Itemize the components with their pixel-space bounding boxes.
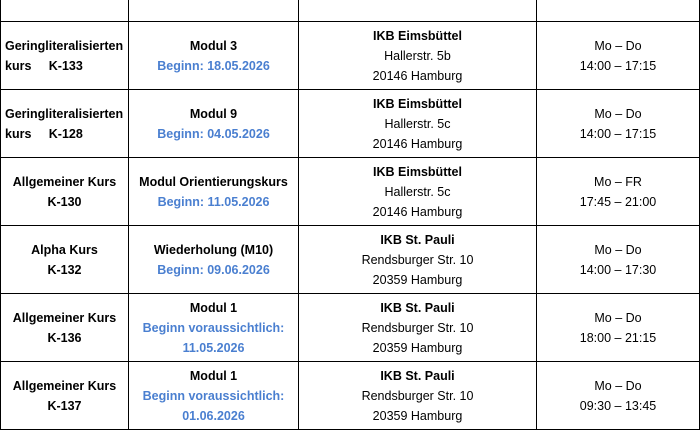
table-row xyxy=(1,90,700,158)
ort-cell xyxy=(299,226,537,294)
beginn-date: Beginn: 18.05.2026 xyxy=(157,58,270,73)
zeit-cell xyxy=(537,22,700,90)
ort-city: 20146 Hamburg xyxy=(372,204,463,219)
uhrzeit: 09:30 – 13:45 xyxy=(579,398,657,413)
header-cell-modul xyxy=(129,0,299,22)
ort-city: 20146 Hamburg xyxy=(372,136,463,151)
ort-city: 20359 Hamburg xyxy=(372,340,463,355)
beginn-block xyxy=(133,56,294,76)
kurs-name: Allgemeiner Kurs xyxy=(12,310,117,325)
kurs-name: Alpha Kurs xyxy=(31,242,98,257)
ort-name: IKB Eimsbüttel xyxy=(373,164,462,179)
ort-name: IKB St. Pauli xyxy=(380,368,455,383)
kurs-id: K-136 xyxy=(47,330,82,345)
beginn-block xyxy=(133,260,294,280)
uhrzeit: 14:00 – 17:15 xyxy=(579,58,657,73)
zeit-cell xyxy=(537,362,700,430)
tage: Mo – FR xyxy=(594,174,642,189)
kurs-cell xyxy=(1,158,129,226)
kurs-name: Allgemeiner Kurs xyxy=(12,174,117,189)
modul-name: Modul 1 xyxy=(189,368,238,383)
uhrzeit: 18:00 – 21:15 xyxy=(579,330,657,345)
beginn-block xyxy=(133,386,294,426)
kurs-cell xyxy=(1,362,129,430)
modul-cell xyxy=(129,294,299,362)
ort-city: 20359 Hamburg xyxy=(372,272,463,287)
beginn-date: Beginn: 11.05.2026 xyxy=(157,194,270,209)
beginn-block xyxy=(133,318,294,358)
tage: Mo – Do xyxy=(594,38,642,53)
ort-name: IKB Eimsbüttel xyxy=(373,96,462,111)
beginn-date: Beginn voraussichtlich: xyxy=(142,388,285,403)
ort-city: 20359 Hamburg xyxy=(372,408,463,423)
ort-street: Rendsburger Str. 10 xyxy=(361,252,474,267)
modul-name: Modul 9 xyxy=(189,106,238,121)
ort-cell xyxy=(299,294,537,362)
kurs-cell xyxy=(1,22,129,90)
ort-cell xyxy=(299,22,537,90)
ort-street: Rendsburger Str. 10 xyxy=(361,320,474,335)
modul-name: Modul 1 xyxy=(189,300,238,315)
ort-cell xyxy=(299,158,537,226)
kurs-id: K-132 xyxy=(47,262,82,277)
beginn-block xyxy=(133,124,294,144)
table-row xyxy=(1,158,700,226)
header-cell-ort xyxy=(299,0,537,22)
kurs-id: kurs K-133 xyxy=(5,58,83,73)
ort-city: 20146 Hamburg xyxy=(372,68,463,83)
tage: Mo – Do xyxy=(594,378,642,393)
kurs-id: K-130 xyxy=(47,194,82,209)
kurs-name: Allgemeiner Kurs xyxy=(12,378,117,393)
tage: Mo – Do xyxy=(594,106,642,121)
modul-cell xyxy=(129,362,299,430)
modul-name: Modul Orientierungskurs xyxy=(139,174,288,189)
ort-cell xyxy=(299,90,537,158)
beginn-date: 01.06.2026 xyxy=(182,408,245,423)
ort-cell xyxy=(299,362,537,430)
header-cell-kurs xyxy=(1,0,129,22)
ort-street: Hallerstr. 5b xyxy=(384,48,451,63)
modul-cell xyxy=(129,158,299,226)
zeit-cell xyxy=(537,294,700,362)
ort-street: Rendsburger Str. 10 xyxy=(361,388,474,403)
kurs-cell xyxy=(1,90,129,158)
uhrzeit: 14:00 – 17:15 xyxy=(579,126,657,141)
ort-street: Hallerstr. 5c xyxy=(384,116,451,131)
table-row xyxy=(1,362,700,430)
zeit-cell xyxy=(537,226,700,294)
table-row xyxy=(1,294,700,362)
ort-name: IKB Eimsbüttel xyxy=(373,28,462,43)
table-header-row xyxy=(1,0,700,22)
zeit-cell xyxy=(537,158,700,226)
beginn-date: Beginn: 04.05.2026 xyxy=(157,126,270,141)
tage: Mo – Do xyxy=(594,310,642,325)
beginn-date: Beginn voraussichtlich: xyxy=(142,320,285,335)
kurs-id: K-137 xyxy=(47,398,82,413)
kurs-name: Geringliteralisierten xyxy=(5,38,124,53)
ort-name: IKB St. Pauli xyxy=(380,232,455,247)
uhrzeit: 17:45 – 21:00 xyxy=(579,194,657,209)
modul-cell xyxy=(129,90,299,158)
tage: Mo – Do xyxy=(594,242,642,257)
modul-cell xyxy=(129,22,299,90)
kurs-id: kurs K-128 xyxy=(5,126,83,141)
beginn-date: 11.05.2026 xyxy=(182,340,245,355)
beginn-date: Beginn: 09.06.2026 xyxy=(157,262,270,277)
zeit-cell xyxy=(537,90,700,158)
uhrzeit: 14:00 – 17:30 xyxy=(579,262,657,277)
table-row xyxy=(1,226,700,294)
modul-name: Wiederholung (M10) xyxy=(153,242,274,257)
header-cell-zeit xyxy=(537,0,700,22)
beginn-block xyxy=(133,192,294,212)
modul-cell xyxy=(129,226,299,294)
kurs-name: Geringliteralisierten xyxy=(5,106,124,121)
ort-name: IKB St. Pauli xyxy=(380,300,455,315)
kurs-cell xyxy=(1,294,129,362)
ort-street: Hallerstr. 5c xyxy=(384,184,451,199)
modul-name: Modul 3 xyxy=(189,38,238,53)
table-row xyxy=(1,22,700,90)
kurs-cell xyxy=(1,226,129,294)
